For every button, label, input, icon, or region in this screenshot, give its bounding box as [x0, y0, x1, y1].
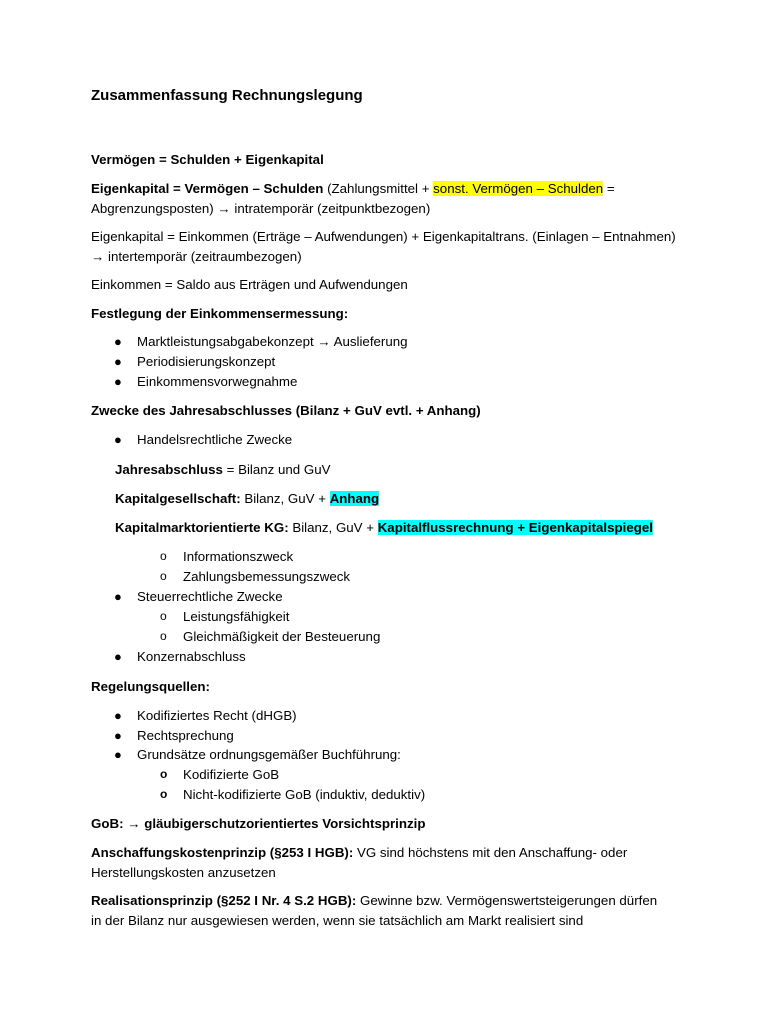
- list-item: Kodifiziertes Recht (dHGB): [137, 708, 297, 723]
- paragraph-eigenkapital-1: [91, 179, 681, 218]
- text-segment: Marktleistungsabgabekonzept: [137, 334, 318, 349]
- list-item: Periodisierungskonzept: [137, 354, 276, 369]
- bullet-icon: ●: [114, 649, 122, 664]
- bullet-icon: ●: [114, 589, 122, 604]
- paragraph-kapitalgesellschaft: [115, 489, 705, 509]
- list-item: Leistungsfähigkeit: [183, 609, 290, 624]
- text-segment: Auslieferung: [330, 334, 408, 349]
- text-segment: intratemporär (zeitpunktbezogen): [230, 200, 431, 216]
- list-item: Rechtsprechung: [137, 728, 234, 743]
- bullet-icon: ●: [114, 334, 122, 349]
- text-segment: GoB:: [91, 816, 128, 831]
- list-item: Konzernabschluss: [137, 649, 246, 664]
- label-bold: Realisationsprinzip (§252 I Nr. 4 S.2 HGB):: [91, 893, 357, 908]
- arrow-right-icon: →: [317, 334, 331, 349]
- circle-bullet-icon: o: [160, 787, 168, 801]
- text-segment: intertemporär (zeitraumbezogen): [104, 248, 302, 264]
- paragraph-realisation: [91, 891, 671, 930]
- text-segment: Gewinne bzw. Vermögenswertsteigerungen dürfen in der Bilanz nur ausgewiesen werden, wenn sie tatsächlich am Markt realisiert sind: [91, 893, 658, 928]
- list-item: Zahlungsbemessungszweck: [183, 569, 351, 584]
- list-item: Informationszweck: [183, 549, 294, 564]
- bullet-icon: ●: [114, 374, 122, 389]
- arrow-right-icon: →: [217, 200, 231, 216]
- document-title: Zusammenfassung Rechnungslegung: [91, 87, 363, 104]
- circle-bullet-icon: o: [160, 629, 167, 643]
- bullet-icon: ●: [114, 354, 122, 369]
- list-item: Einkommensvorwegnahme: [137, 374, 298, 389]
- paragraph-kapitalmarkt-kg: [115, 518, 715, 538]
- heading-einkommensermessung: Festlegung der Einkommensermessung:: [91, 306, 349, 321]
- highlight-sonst-vermoegen: sonst. Vermögen – Schulden: [433, 181, 604, 196]
- bullet-icon: ●: [114, 728, 122, 743]
- paragraph-einkommen: Einkommen = Saldo aus Erträgen und Aufwendungen: [91, 277, 408, 292]
- list-item: Kodifizierte GoB: [183, 767, 280, 782]
- paragraph-vermoegen: Vermögen = Schulden + Eigenkapital: [91, 152, 324, 167]
- label-bold: Kapitalgesellschaft:: [115, 491, 241, 506]
- text-segment: = Abgrenzungsposten): [91, 181, 615, 216]
- arrow-right-icon: →: [127, 816, 141, 831]
- circle-bullet-icon: o: [160, 569, 167, 583]
- label-bold: Kapitalmarktorientierte KG:: [115, 520, 289, 535]
- heading-regelungsquellen: Regelungsquellen:: [91, 679, 210, 694]
- circle-bullet-icon: o: [160, 767, 168, 781]
- highlight-anhang: Anhang: [329, 491, 380, 506]
- heading-zwecke: Zwecke des Jahresabschlusses (Bilanz + GuV evtl. + Anhang): [91, 403, 481, 418]
- list-item: [137, 332, 408, 352]
- circle-bullet-icon: o: [160, 609, 167, 623]
- circle-bullet-icon: o: [160, 549, 167, 563]
- text-segment: gläubigerschutzorientiertes Vorsichtsprinzip: [140, 816, 426, 831]
- list-item: Gleichmäßigkeit der Besteuerung: [183, 629, 381, 644]
- text-segment: VG sind höchstens mit den Anschaffung- oder Herstellungskosten anzusetzen: [91, 845, 628, 880]
- list-item: Grundsätze ordnungsgemäßer Buchführung:: [137, 747, 401, 762]
- bullet-icon: ●: [114, 708, 122, 723]
- text-segment: Bilanz, GuV +: [240, 491, 330, 506]
- list-item: Handelsrechtliche Zwecke: [137, 432, 293, 447]
- eigenkapital-formula: Eigenkapital = Vermögen – Schulden: [91, 181, 324, 196]
- paragraph-gob: [91, 814, 681, 834]
- highlight-kapitalfluss: Kapitalflussrechnung + Eigenkapitalspiegel: [377, 520, 653, 535]
- text-segment: (Zahlungsmittel +: [323, 181, 434, 196]
- list-item: Steuerrechtliche Zwecke: [137, 589, 283, 604]
- list-item: Nicht-kodifizierte GoB (induktiv, deduktiv): [183, 787, 426, 802]
- bullet-icon: ●: [114, 747, 122, 762]
- paragraph-eigenkapital-2: [91, 227, 681, 266]
- label-bold: Jahresabschluss: [115, 462, 223, 477]
- paragraph-anschaffungskosten: [91, 843, 681, 882]
- paragraph-jahresabschluss: [115, 460, 705, 480]
- text-segment: Bilanz, GuV +: [288, 520, 378, 535]
- text-segment: = Bilanz und GuV: [222, 462, 331, 477]
- arrow-right-icon: →: [91, 248, 105, 264]
- text-segment: Eigenkapital = Einkommen (Erträge – Aufwendungen) + Eigenkapitaltrans. (Einlagen – Entnahmen): [91, 229, 676, 244]
- bullet-icon: ●: [114, 432, 122, 447]
- label-bold: Anschaffungskostenprinzip (§253 I HGB):: [91, 845, 354, 860]
